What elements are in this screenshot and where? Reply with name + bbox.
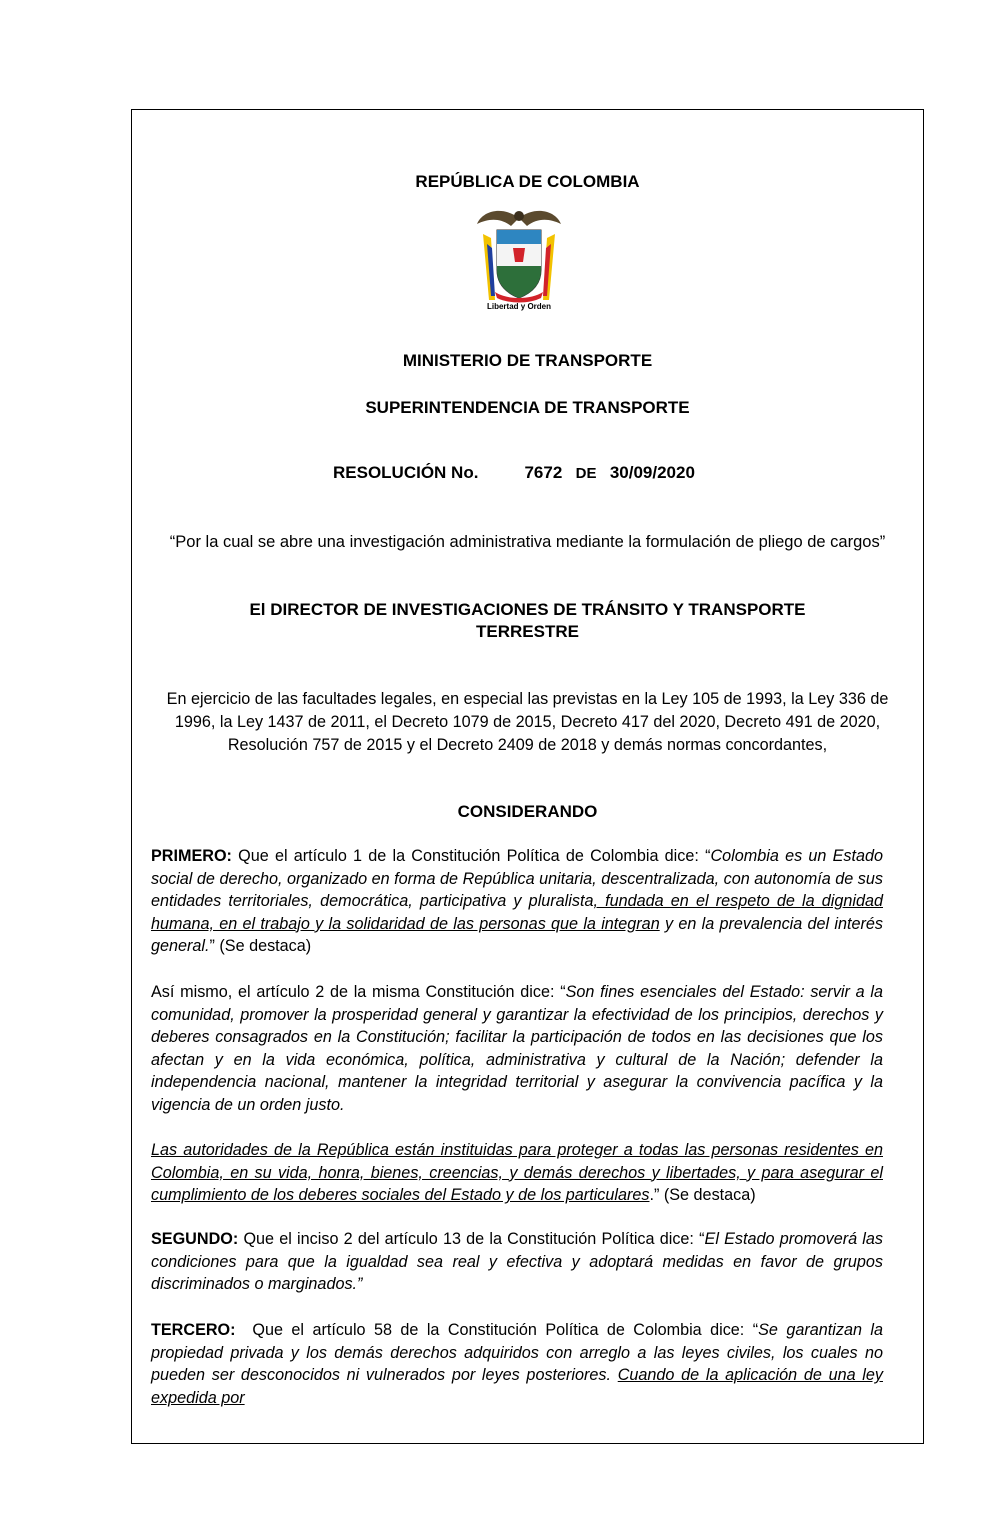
primero-paragraph <box>151 845 883 958</box>
resolution-line <box>333 463 733 483</box>
primero-close: ” (Se destaca) <box>209 937 312 956</box>
autoridades-paragraph <box>151 1139 883 1207</box>
asi-mismo-intro: Así mismo, el artículo 2 de la misma Constitución dice: “ <box>151 983 566 1001</box>
considerando-heading: CONSIDERANDO <box>457 802 598 821</box>
motto-text: Libertad y Orden <box>486 302 551 311</box>
director-title <box>131 599 924 643</box>
primero-label: PRIMERO: <box>151 847 232 865</box>
tercero-quote: Se garantizan la propiedad privada y los demás derechos adquiridos con arreglo a las leyes civiles, los cuales no pueden ser desconocidos ni vulnerados por leyes posteriores. <box>151 1321 883 1385</box>
director-title-line2: TERRESTRE <box>476 622 579 641</box>
tercero-quote-underlined: Cuando de la aplicación de una ley expedida por <box>151 1366 883 1407</box>
resolution-date: 30/09/2020 <box>609 463 695 482</box>
director-title-line1: El DIRECTOR DE INVESTIGACIONES DE TRÁNSITO Y TRANSPORTE <box>249 600 806 619</box>
tercero-intro: Que el artículo 58 de la Constitución Política de Colombia dice: “ <box>235 1321 759 1339</box>
superintendency-title: SUPERINTENDENCIA DE TRANSPORTE <box>365 398 690 417</box>
resolution-de: DE <box>575 465 597 482</box>
autoridades-close: .” (Se destaca) <box>649 1186 756 1205</box>
legal-powers-line2: 1996, la Ley 1437 de 2011, el Decreto 1079 de 2015, Decreto 417 del 2020, Decreto 491 de 2020, <box>174 713 881 731</box>
legal-powers-line3: Resolución 757 de 2015 y el Decreto 2409 de 2018 y demás normas concordantes, <box>227 736 828 754</box>
tercero-paragraph <box>151 1319 883 1409</box>
legal-powers-paragraph <box>131 688 924 757</box>
segundo-quote: El Estado promoverá las condiciones para que la igualdad sea real y efectiva y adoptará medidas en favor de grupos discriminados o marginados.” <box>151 1230 883 1294</box>
resolution-subject: “Por la cual se abre una investigación administrativa mediante la formulación de pliego de cargos” <box>169 533 886 551</box>
primero-quote: Colombia es un Estado social de derecho, organizado en forma de República unitaria, descentralizada, con autonomía de sus entidades territoriales, democrática, participativa y pluralista <box>151 847 883 911</box>
autoridades-quote: Las autoridades de la República están instituidas para proteger a todas las personas residentes en Colombia, en su vida, honra, bienes, creencias, y demás derechos y libertades, y para asegurar el cumplimiento de los deberes sociales del Estado y de los particulares <box>151 1141 883 1205</box>
primero-intro: Que el artículo 1 de la Constitución Política de Colombia dice: “ <box>231 847 711 865</box>
primero-quote-end: y en la prevalencia del interés general. <box>151 914 883 956</box>
segundo-paragraph <box>151 1228 883 1296</box>
segundo-intro: Que el inciso 2 del artículo 13 de la Constitución Política dice: “ <box>238 1230 705 1248</box>
resolution-label: RESOLUCIÓN No. <box>333 463 479 482</box>
ministry-title: MINISTERIO DE TRANSPORTE <box>402 351 653 370</box>
segundo-label: SEGUNDO: <box>151 1230 239 1248</box>
asi-mismo-quote: Son fines esenciales del Estado: servir a la comunidad, promover la prosperidad general y garantizar la efectividad de los principios, derechos y deberes consagrados en la Constitución; facilitar la participación de todos en las decisiones que los afectan y en la vida económica, política, administrativa y cultural de la Nación; defender la independencia nacional, mantener la integridad territorial y asegurar la convivencia pacífica y la vigencia de un orden justo. <box>151 983 883 1114</box>
country-title: REPÚBLICA DE COLOMBIA <box>415 172 640 191</box>
legal-powers-line1: En ejercicio de las facultades legales, en especial las previstas en la Ley 105 de 1993, la Ley 336 de <box>166 690 889 708</box>
primero-quote-underlined: , fundada en el respeto de la dignidad humana, en el trabajo y la solidaridad de las personas que la integran <box>151 892 883 933</box>
coat-of-arms-emblem <box>473 204 565 316</box>
asi-mismo-paragraph <box>151 981 883 1117</box>
tercero-label: TERCERO: <box>151 1321 236 1339</box>
resolution-number: 7672 <box>524 463 563 482</box>
